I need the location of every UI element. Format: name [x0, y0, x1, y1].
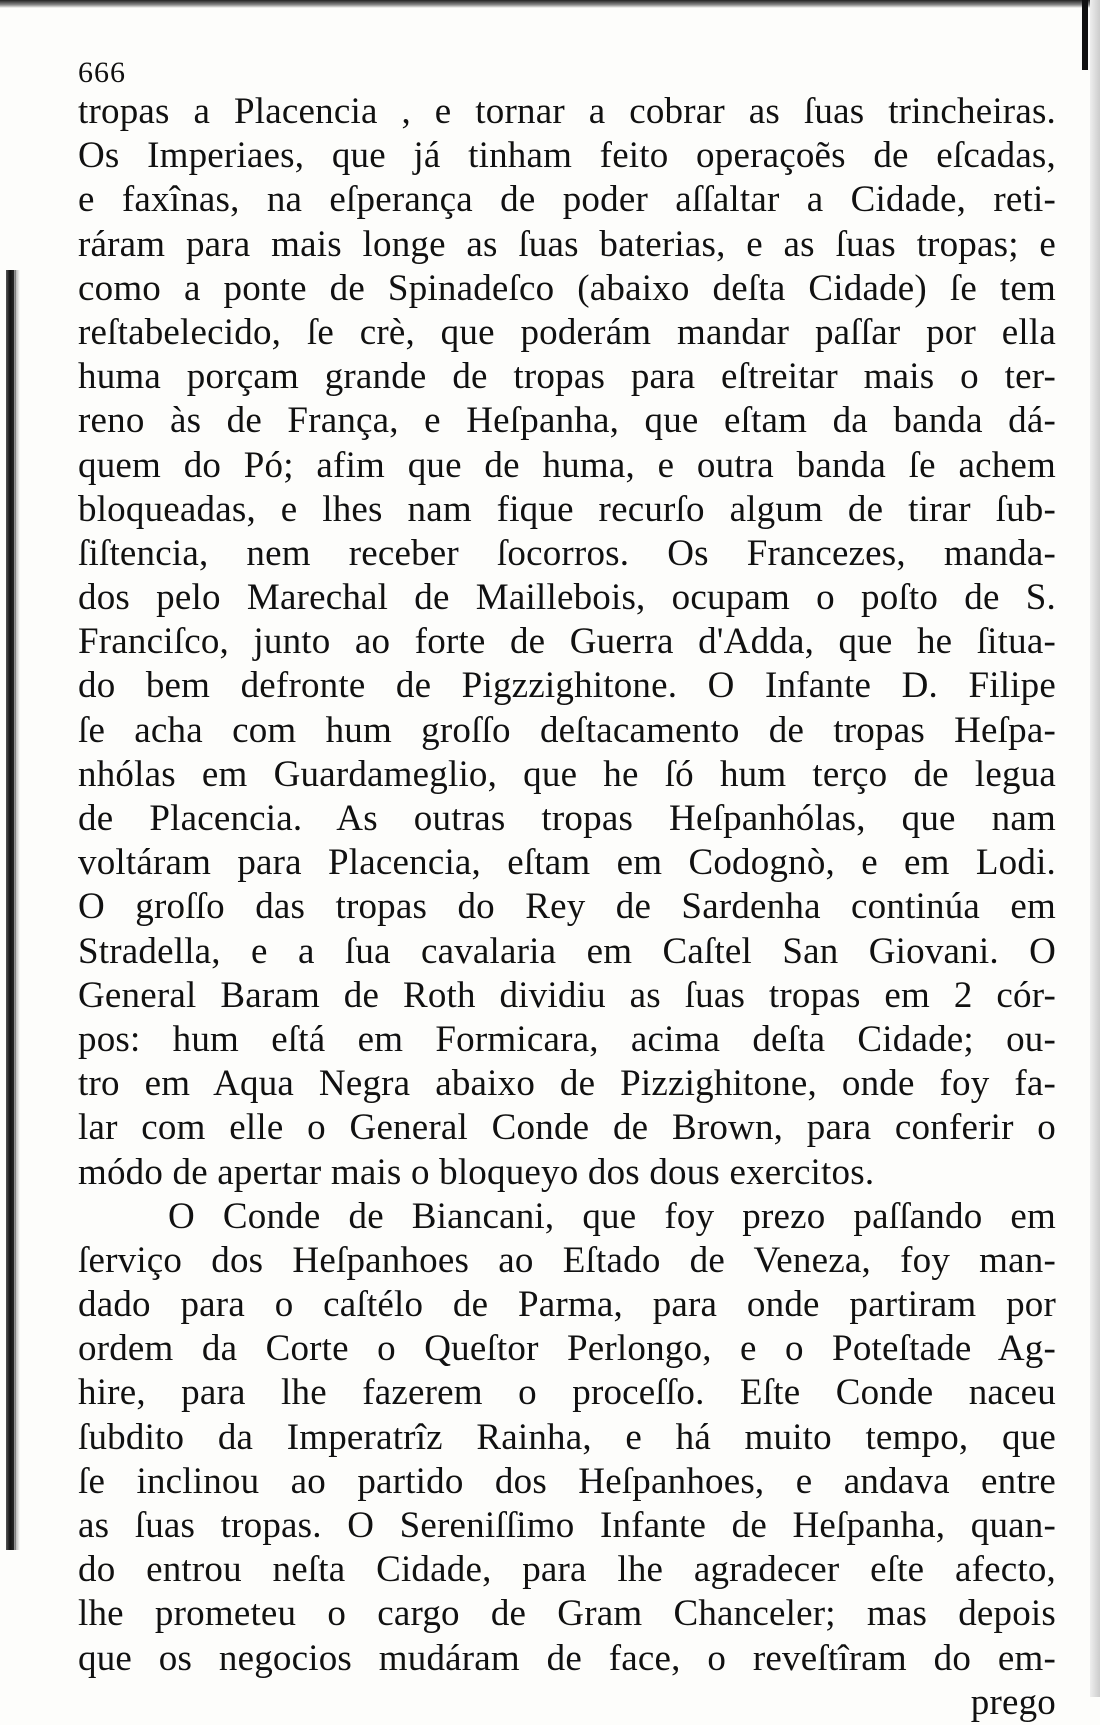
- text-line: do entrou neſta Cidade, para lhe agradecer eſte afecto,: [78, 1549, 1056, 1591]
- text-line: ſiſtencia, nem receber ſocorros. Os Francezes, manda-: [78, 532, 1056, 574]
- text-line: voltáram para Placencia, eſtam em Codognò, e em Lodi.: [78, 842, 1056, 884]
- text-line: O groſſo das tropas do Rey de Sardenha continúa em: [78, 886, 1056, 928]
- text-line: Os Imperiaes, que já tinham feito operaçoẽs de eſcadas,: [78, 135, 1056, 177]
- text-line: lar com elle o General Conde de Brown, para conferir o: [78, 1107, 1056, 1149]
- text-line: ordem da Corte o Queſtor Perlongo, e o Poteſtade Ag-: [78, 1328, 1056, 1370]
- text-line: que os negocios mudáram de face, o reveſtîram do em-: [78, 1637, 1056, 1679]
- text-line: ſubdito da Imperatrîz Rainha, e há muito tempo, que: [78, 1416, 1056, 1458]
- gutter-shadow-fade: [14, 270, 20, 1550]
- text-line: como a ponte de Spinadeſco (abaixo deſta Cidade) ſe tem: [78, 267, 1056, 309]
- catchword: prego: [970, 1681, 1056, 1723]
- text-line: huma porçam grande de tropas para eſtreitar mais o ter-: [78, 356, 1056, 398]
- text-line: tro em Aqua Negra abaixo de Pizzighitone, onde foy fa-: [78, 1063, 1056, 1105]
- document-page: [78, 56, 1056, 1725]
- text-line: módo de apertar mais o bloqueyo dos dous exercitos.: [78, 1151, 875, 1193]
- text-line: General Baram de Roth dividiu as ſuas tropas em 2 cór-: [78, 974, 1056, 1016]
- text-line: de Placencia. As outras tropas Heſpanhólas, que nam: [78, 798, 1056, 839]
- text-line: Stradella, e a ſua cavalaria em Caſtel San Giovani. O: [78, 930, 1056, 972]
- text-line: do bem defronte de Pigzzighitone. O Infante D. Filipe: [78, 665, 1056, 707]
- text-line: ſe inclinou ao partido dos Heſpanhoes, e andava entre: [78, 1460, 1056, 1502]
- binding-mark: [1082, 0, 1088, 70]
- text-line: dado para o caſtélo de Parma, para onde partiram por: [78, 1284, 1056, 1326]
- text-line: e faxînas, na eſperança de poder aſſaltar a Cidade, reti-: [78, 179, 1056, 221]
- text-line: tropas a Placencia , e tornar a cobrar as ſuas trincheiras.: [78, 91, 1056, 132]
- text-line: hire, para lhe fazerem o proceſſo. Eſte Conde naceu: [78, 1372, 1056, 1414]
- text-line: quem do Pó; afim que de huma, e outra banda ſe achem: [78, 444, 1056, 486]
- text-line: as ſuas tropas. O Sereniſſimo Infante de Heſpanha, quan-: [78, 1505, 1056, 1546]
- text-line: ſe acha com hum groſſo deſtacamento de tropas Heſpa-: [78, 709, 1056, 751]
- text-line: lhe prometeu o cargo de Gram Chanceler; mas depois: [78, 1593, 1056, 1635]
- text-line: nhólas em Guardameglio, que he ſó hum terço de legua: [78, 753, 1056, 795]
- text-line: reſtabelecido, ſe crè, que poderám mandar paſſar por ella: [78, 311, 1056, 353]
- body-text: [78, 90, 1056, 1681]
- page-number: 666: [78, 56, 126, 89]
- text-line: ſerviço dos Heſpanhoes ao Eſtado de Veneza, foy man-: [78, 1239, 1056, 1281]
- text-line: pos: hum eſtá em Formicara, acima deſta Cidade; ou-: [78, 1018, 1056, 1060]
- page-edge: [1090, 0, 1100, 1697]
- text-line: ráram para mais longe as ſuas baterias, e as ſuas tropas; e: [78, 223, 1056, 265]
- page-top-rule: [0, 0, 1100, 8]
- text-line: bloqueadas, e lhes nam fique recurſo algum de tirar ſub-: [78, 488, 1056, 530]
- text-line: dos pelo Marechal de Maillebois, ocupam o poſto de S.: [78, 577, 1056, 619]
- text-line: reno às de França, e Heſpanha, que eſtam da banda dá-: [78, 400, 1056, 442]
- text-line: O Conde de Biancani, que foy prezo paſſando em: [168, 1195, 1056, 1237]
- text-line: Franciſco, junto ao forte de Guerra d'Adda, que he ſitua-: [78, 621, 1056, 663]
